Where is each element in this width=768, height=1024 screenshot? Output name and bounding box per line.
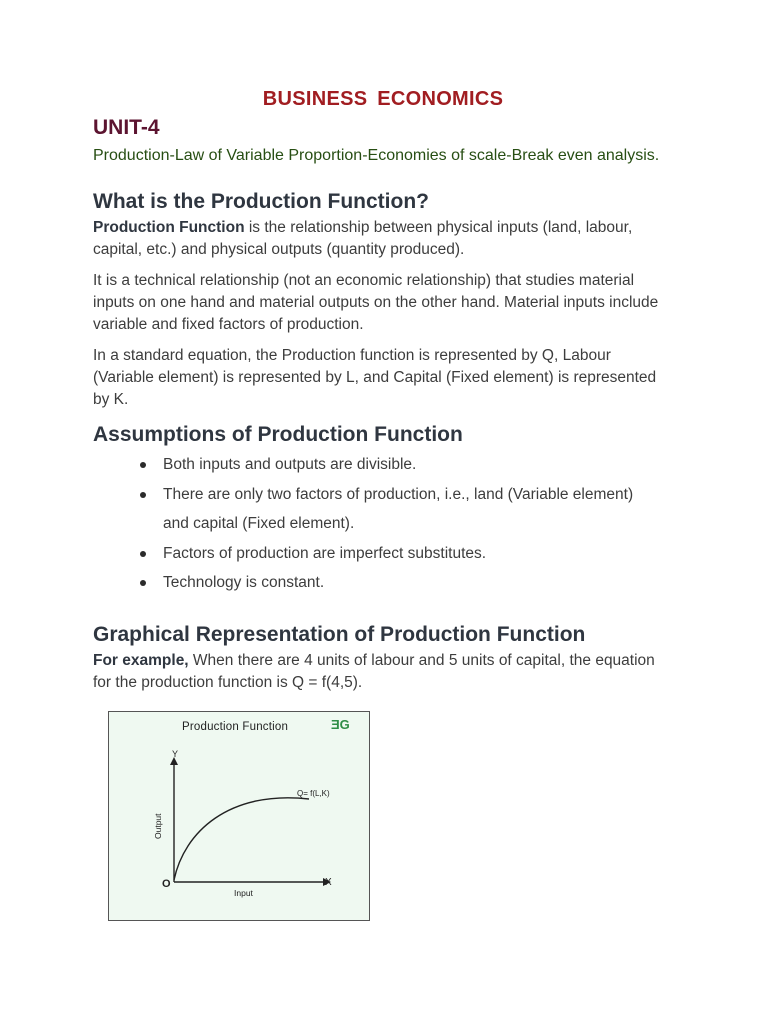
list-item: Factors of production are imperfect substitutes. (93, 539, 653, 569)
graphical-representation-heading: Graphical Representation of Production Function (93, 623, 586, 646)
list-item: Both inputs and outputs are divisible. (93, 450, 653, 480)
x-axis-letter: X (325, 877, 332, 888)
gfg-logo: ƎG (331, 717, 350, 732)
example-paragraph (93, 650, 673, 694)
curve-label: Q= f(L,K) (297, 789, 330, 798)
production-function-figure (108, 711, 370, 921)
example-text: When there are 4 units of labour and 5 units of capital, the equation for the production function is Q = f(4,5). (93, 652, 655, 691)
list-item: Technology is constant. (93, 568, 653, 598)
assumptions-heading: Assumptions of Production Function (93, 423, 463, 446)
y-axis-letter: Y (172, 749, 179, 759)
definition-paragraph (93, 217, 673, 261)
definition-text: is the relationship between physical inputs (land, labour, capital, etc.) and physical outputs (quantity produced). (93, 219, 633, 258)
standard-equation-paragraph: In a standard equation, the Production function is represented by Q, Labour (Variable element) is represented by L, and Capital (Fixed element) is represented by K. (93, 347, 657, 408)
origin-label: O (162, 878, 171, 890)
document-title: BUSINESS ECONOMICS (262, 88, 504, 110)
unit-heading: UNIT-4 (93, 116, 160, 139)
technical-relationship-paragraph: It is a technical relationship (not an economic relationship) that studies material inputs on one hand and material outputs on the other hand. Material inputs include variable and fixed factors of production. (93, 272, 659, 333)
definition-term: Production Function (93, 219, 245, 236)
y-axis-label: Output (153, 813, 163, 839)
production-curve (174, 798, 309, 880)
production-function-heading: What is the Production Function? (93, 190, 429, 213)
figure-title: Production Function (182, 721, 289, 733)
x-axis-label: Input (234, 888, 253, 898)
production-function-graph (109, 712, 369, 920)
list-item: There are only two factors of production, i.e., land (Variable element) and capital (Fixed element). (93, 480, 653, 539)
unit-topics: Production-Law of Variable Proportion-Economies of scale-Break even analysis. (93, 147, 660, 164)
example-label: For example, (93, 652, 189, 669)
assumptions-list (93, 450, 653, 598)
